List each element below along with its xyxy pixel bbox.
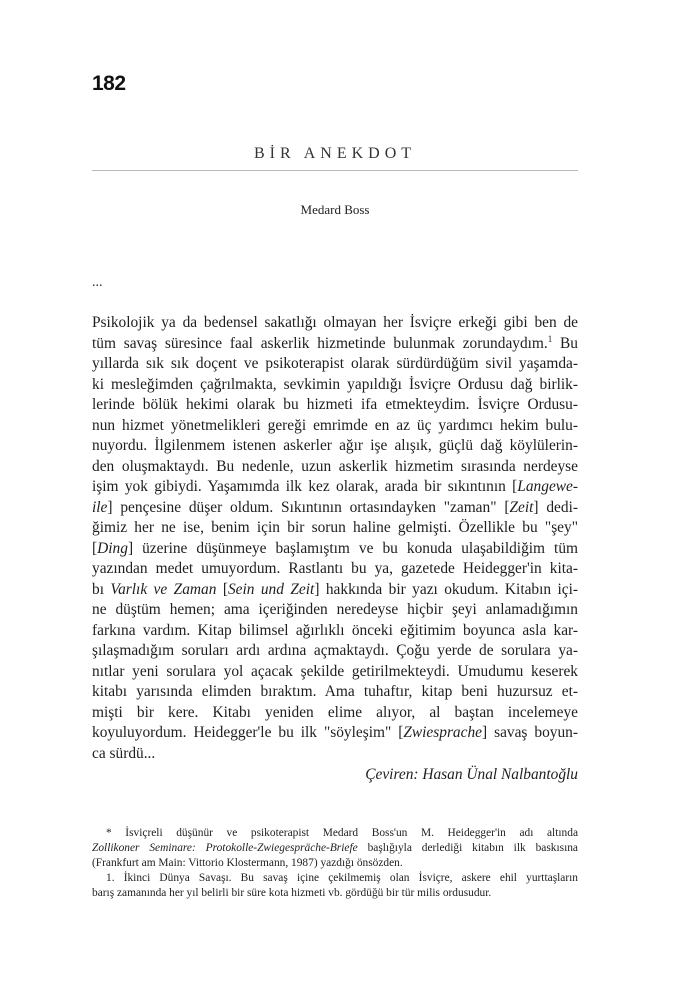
footnote-line: Zollikoner Seminare: Protokolle-Zwiegespräche-Briefe başlığıyla derlediği kitabın ilk baskısına [92, 842, 578, 854]
text-line: den oluşmaktaydı. Bu nedenle, uzun askerlik hizmetim sırasında nerdeyse [92, 457, 578, 475]
text-line: ne düştüm hemen; ama içeriğinden neredeyse hiçbir şeyi anlamadığımın [92, 601, 578, 618]
text-line: ca sürdü... [92, 744, 156, 762]
opening-ellipsis: ... [92, 275, 103, 290]
footnote-line: 1. İkinci Dünya Savaşı. Bu savaş içine çekilmemiş olan İsviçre, askere ehil yurttaşların [106, 872, 578, 884]
text-line: şılaşmadığım soruları ardı ardına açmaktaydı. Çoğu yerde de sorulara ya- [92, 642, 578, 659]
text-line: tüm savaş süresince faal askerlik hizmetinde bulunmak zorundaydım.$^1$ Bu [92, 333, 579, 352]
page-number: 182 [92, 72, 126, 95]
footnotes [92, 826, 578, 901]
footnote-line: barış zamanında her yıl belirli bir süre kota hizmeti vb. gördüğü bir tür milis ordusudur. [92, 887, 492, 899]
text-line: yıllarda sık sık doçent ve psikoterapist olarak sürdürdüğüm sivil yaşamda- [92, 355, 578, 372]
footnote-line: * İsviçreli düşünür ve psikoterapist Medard Boss'un M. Heidegger'in adı altında [106, 827, 578, 839]
text-line: ğimiz her ne ise, benim için bir sorun haline gelmişti. Özellikle bu "şey" [92, 519, 578, 536]
article-title: BİR ANEKDOT [253, 145, 417, 162]
text-line: farkına vardım. Kitap bilimsel ağırlıklı önceki eğitimim boyunca asla kar- [92, 621, 578, 639]
text-line: nıtlar yeni sorulara yol açacak şekilde getirilmekteydi. Umudumu keserek [92, 662, 578, 680]
text-line: kitabı yarısında elimden bıraktım. Ama tuhaftır, kitap beni huzursuz et- [92, 683, 578, 700]
text-line: Psikolojik ya da bedensel sakatlığı olmayan her İsviçre erkeği gibi ben de [92, 314, 578, 331]
text-line: mişti bir kere. Kitabı yeniden elime alıyor, al baştan incelemeye [92, 703, 578, 721]
text-line: koyuluyordum. Heidegger'le bu ilk "söyleşim" [Zwiesprache] savaş boyun- [92, 724, 578, 741]
text-line: nun hizmet yönetmelikleri gereği emrimde en az üç yardımcı hekim bulu- [92, 416, 578, 434]
text-line: işim yok gibiydi. Yaşamımda ilk kez olarak, arada bir sıkıntının [Langewe- [92, 478, 578, 495]
body-paragraph [92, 313, 578, 764]
footnote-ref: 1 [547, 333, 553, 344]
text-line: [Ding] üzerine düşünmeye başlamıştım ve bu konuda ulaşabildiğim tüm [92, 539, 578, 557]
text-line: yazından medet umuyordum. Rastlantı bu ya, gazetede Heidegger'in kita- [92, 560, 578, 577]
text-line: ki mesleğimden çağrılmakta, sevkimin yapıldığı İsviçre Ordusu dağ birlik- [92, 375, 578, 393]
text-line: ile] pençesine düşer oldum. Sıkıntının ortasındayken "zaman" [Zeit] dedi- [92, 498, 578, 516]
footnote-line: (Frankfurt am Main: Vittorio Klostermann, 1987) yazdığı önsözden. [92, 857, 403, 869]
text-line: bı Varlık ve Zaman [Sein und Zeit] hakkında bir yazı okudum. Kitabın içi- [92, 580, 579, 598]
author-name: Medard Boss [300, 202, 370, 217]
text-line: lerinde bölük hekimi olarak bu hizmeti ifa etmekteydim. İsviçre Ordusu- [92, 396, 578, 413]
title-divider [92, 170, 578, 171]
text-line: nuyordu. İlgilenmem istenen askerler ağır işe alışık, güçlü dağ köylülerin- [92, 437, 578, 454]
translator-credit: Çeviren: Hasan Ünal Nalbantoğlu [365, 766, 578, 783]
